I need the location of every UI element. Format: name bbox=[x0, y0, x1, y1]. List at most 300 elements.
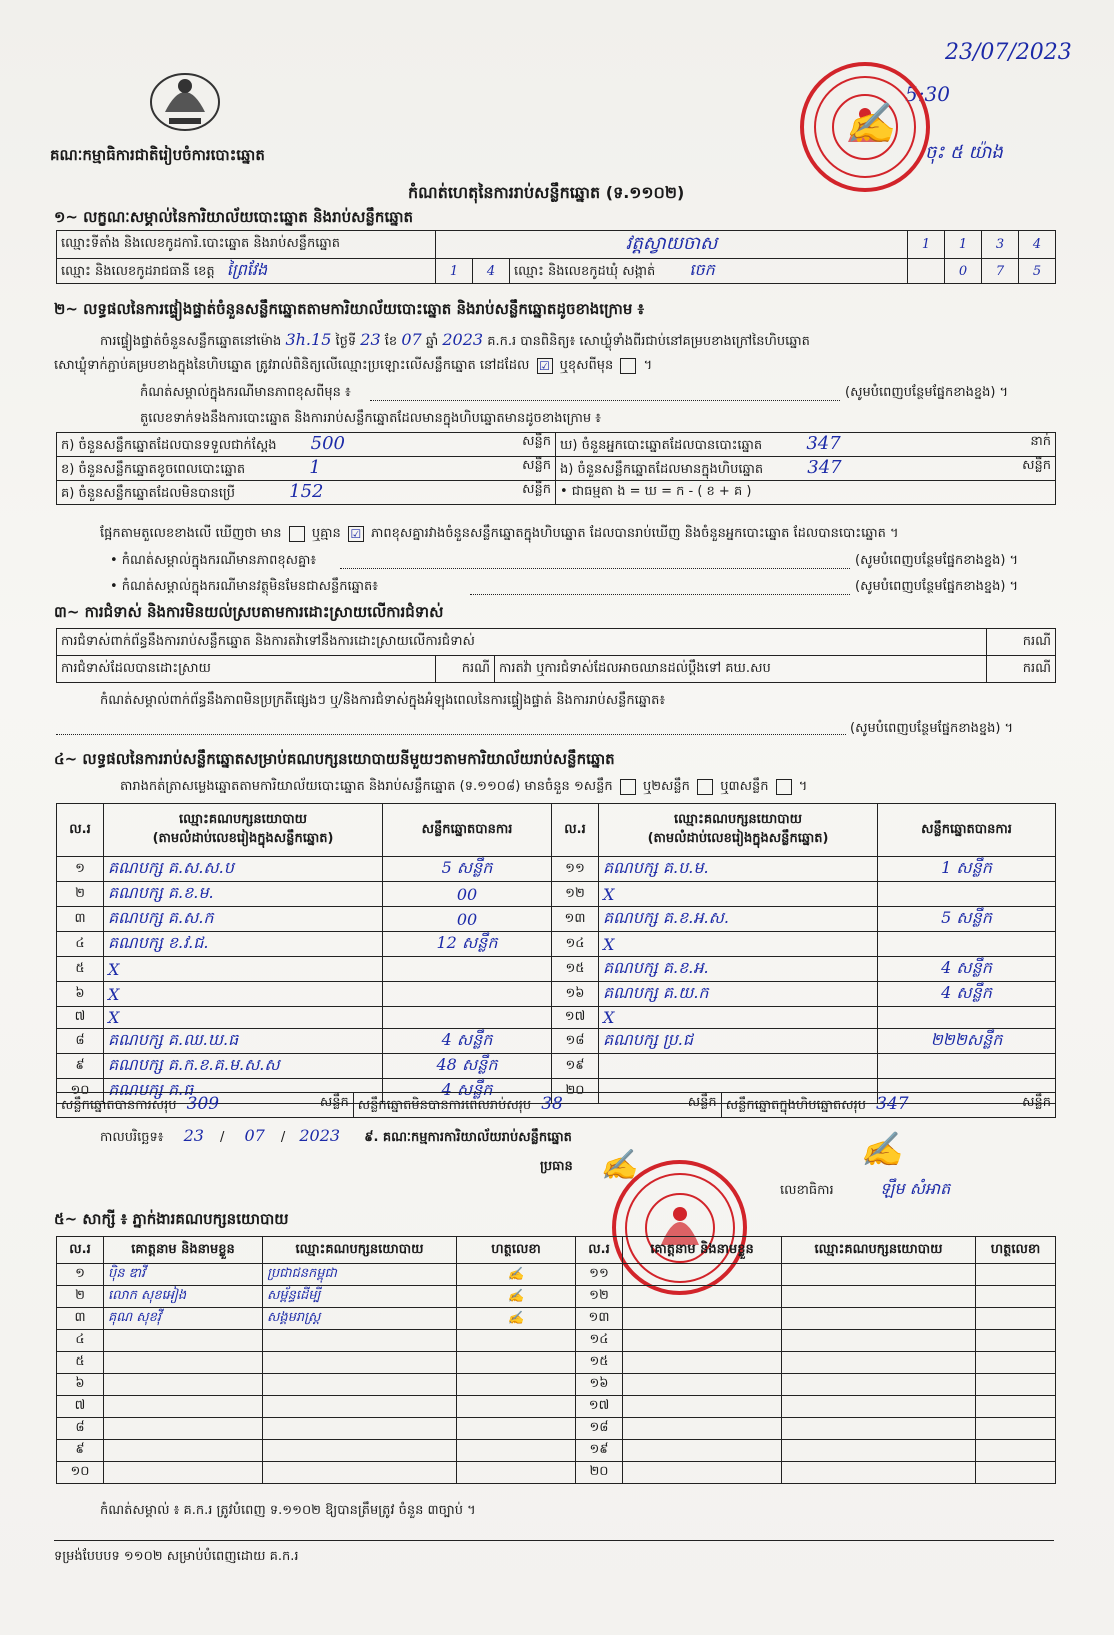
fig-kh-label: ខ) ចំនួនសន្លឹកឆ្នោតខូចពេលបោះឆ្នោត bbox=[61, 462, 246, 477]
irregularity-note: កំណត់សម្គាល់ពាក់ព័ន្ធនឹងភាពមិនប្រក្រតីផ្សេងៗ ឬ/និងការជំទាស់ក្នុងអំឡុងពេលនៃការផ្ទៀងផ្ទាត់ និងការរាប់សន្លឹកឆ្នោត៖ bbox=[100, 693, 666, 708]
verify-month: 07 bbox=[401, 330, 422, 349]
verify-month-label: ខែ bbox=[384, 334, 398, 349]
total-box-cell bbox=[721, 1093, 1055, 1118]
result-no-left: ៥ bbox=[57, 957, 104, 982]
witness-sign-right bbox=[976, 1396, 1056, 1418]
witness-party-right bbox=[782, 1374, 976, 1396]
witness-name-right bbox=[623, 1396, 782, 1418]
witness-name-right bbox=[623, 1308, 782, 1330]
note-object-line bbox=[470, 594, 850, 595]
witness-row bbox=[57, 1374, 1056, 1396]
handwritten-time: 5:30 bbox=[905, 82, 950, 106]
witness-name-left: ប៉ិន ឌាវី bbox=[104, 1264, 263, 1286]
compare-text: ផ្អែកតាមតួលេខខាងលើ ឃើញថា មាន bbox=[100, 526, 282, 541]
secretary-label: លេខាធិការ bbox=[780, 1183, 834, 1198]
witness-name-left: លោក សុខអៀង bbox=[104, 1286, 263, 1308]
witness-party-right bbox=[782, 1462, 976, 1484]
three-sheet-checkbox[interactable] bbox=[776, 779, 792, 795]
witness-name-left bbox=[104, 1374, 263, 1396]
section2-title: ២~ លទ្ធផលនៃការផ្ទៀងផ្ទាត់ចំនួនសន្លឹកឆ្នោតតាមការិយាល័យបោះឆ្នោត និងរាប់សន្លឹកឆ្នោតដូចខាងក្រោម ៖ bbox=[54, 300, 645, 318]
total-valid: 309 bbox=[186, 1094, 220, 1114]
result-no-right: ២០ bbox=[552, 1079, 599, 1104]
fig-gh-value: 347 bbox=[806, 433, 841, 454]
witness-sign-left bbox=[457, 1418, 576, 1440]
location-value: វត្តស្វាយចាស bbox=[436, 231, 908, 259]
result-party-left: X bbox=[104, 1007, 383, 1029]
fill-note-3: (សូមបំពេញបន្ថែមផ្នែកខាងខ្នង) ។ bbox=[855, 579, 1019, 594]
no-diff-checkbox[interactable]: ☑ bbox=[348, 526, 364, 542]
total-invalid-label: សន្លឹកឆ្នោតមិនបានការពេលរាប់សរុប bbox=[357, 1098, 532, 1113]
w-col-sign-right: ហត្ថលេខា bbox=[976, 1237, 1056, 1264]
emblem-icon bbox=[145, 62, 225, 134]
fig-g-unit: សន្លឹក bbox=[522, 482, 551, 497]
no-diff-label: ឬគ្មាន bbox=[311, 526, 341, 541]
stamp-signature: ✍ bbox=[845, 101, 895, 147]
compare-text-2: ភាពខុសគ្នារវាងចំនួនសន្លឹកឆ្នោតក្នុងហិបឆ្នោត ដែលបានរាប់ឃើញ និងចំនួនអ្នកបោះឆ្នោត ដែលបានបោះឆ្នោត ។ bbox=[371, 526, 899, 541]
note-diff-line bbox=[370, 400, 840, 401]
handwritten-date: 23/07/2023 bbox=[945, 40, 1072, 65]
witness-sign-right bbox=[976, 1286, 1056, 1308]
figures-table bbox=[56, 432, 1056, 505]
result-row bbox=[57, 882, 1056, 907]
fig-k-unit: សន្លឹក bbox=[522, 434, 551, 449]
witness-party-right bbox=[782, 1330, 976, 1352]
col-no-left: ល.រ bbox=[57, 804, 104, 857]
witness-no-left: ១ bbox=[57, 1264, 104, 1286]
result-row bbox=[57, 857, 1056, 882]
witness-no-right: ១៥ bbox=[576, 1352, 623, 1374]
verify-year-label: ឆ្នាំ bbox=[425, 334, 439, 349]
witness-no-left: ៣ bbox=[57, 1308, 104, 1330]
fig-g-label: គ) ចំនួនសន្លឹកឆ្នោតដែលមិនបានប្រើ bbox=[61, 486, 235, 501]
witness-name-right bbox=[623, 1418, 782, 1440]
result-party-right: គណបក្ស គ.ប.ម. bbox=[599, 857, 878, 882]
witness-party-right bbox=[782, 1352, 976, 1374]
witness-party-right bbox=[782, 1440, 976, 1462]
witness-row bbox=[57, 1330, 1056, 1352]
witness-name-left bbox=[104, 1396, 263, 1418]
witness-row bbox=[57, 1308, 1056, 1330]
result-no-left: ២ bbox=[57, 882, 104, 907]
w-col-no-right: ល.រ bbox=[576, 1237, 623, 1264]
witness-party-left bbox=[263, 1440, 457, 1462]
witness-sign-right bbox=[976, 1440, 1056, 1462]
date-year: 2023 bbox=[299, 1126, 341, 1145]
fig-g-cell bbox=[57, 481, 556, 505]
w-col-sign-left: ហត្ថលេខា bbox=[457, 1237, 576, 1264]
witness-row bbox=[57, 1440, 1056, 1462]
province-code-2: 4 bbox=[473, 259, 510, 284]
witness-name-right bbox=[623, 1330, 782, 1352]
result-no-right: ១២ bbox=[552, 882, 599, 907]
witness-party-left bbox=[263, 1374, 457, 1396]
objection-table bbox=[56, 628, 1056, 683]
col-party-right-sub: (តាមលំដាប់លេខរៀងក្នុងសន្លឹកឆ្នោត) bbox=[647, 831, 829, 846]
witness-no-right: ១៤ bbox=[576, 1330, 623, 1352]
witness-party-right bbox=[782, 1418, 976, 1440]
witness-row bbox=[57, 1352, 1056, 1374]
witness-sign-right bbox=[976, 1330, 1056, 1352]
location-label: ឈ្មោះទីតាំង និងលេខកូដការិ.បោះឆ្នោត និងរាប់សន្លឹកឆ្នោត bbox=[57, 231, 436, 259]
fig-formula: • ជាធម្មតា ង = ឃ = ក - ( ខ + គ ) bbox=[556, 481, 1056, 505]
result-votes-left: 12 សន្លឹក bbox=[383, 932, 552, 957]
objection-resolved: ការជំទាស់ដែលបានដោះស្រាយ bbox=[57, 656, 436, 683]
result-party-right: X bbox=[599, 882, 878, 907]
verify-day: 23 bbox=[360, 330, 381, 349]
witness-name-left bbox=[104, 1440, 263, 1462]
result-votes-right bbox=[878, 882, 1056, 907]
witness-party-right bbox=[782, 1396, 976, 1418]
total-invalid-cell bbox=[353, 1093, 721, 1118]
witness-no-left: ១០ bbox=[57, 1462, 104, 1484]
result-party-left: គណបក្ស គ.ស.ក bbox=[104, 907, 383, 932]
w-col-name-left: គោត្តនាម និងនាមខ្លួន bbox=[104, 1237, 263, 1264]
result-no-left: ៨ bbox=[57, 1029, 104, 1054]
results-table bbox=[56, 803, 1056, 1104]
result-votes-left: 5 សន្លឹក bbox=[383, 857, 552, 882]
result-votes-left bbox=[383, 982, 552, 1007]
witness-sign-right bbox=[976, 1462, 1056, 1484]
witness-sign-left: ✍ bbox=[457, 1264, 576, 1286]
witness-sign-left bbox=[457, 1374, 576, 1396]
result-party-left: គណបក្ស ខ.វ.ជ. bbox=[104, 932, 383, 957]
result-party-left: គណបក្ស គ.ខ.ម. bbox=[104, 882, 383, 907]
result-votes-left: 00 bbox=[383, 907, 552, 932]
witness-no-left: ៧ bbox=[57, 1396, 104, 1418]
section1-table bbox=[56, 230, 1056, 284]
witness-row bbox=[57, 1286, 1056, 1308]
result-votes-left: 00 bbox=[383, 882, 552, 907]
secretary-name: ឡឹម សំអាត bbox=[880, 1179, 951, 1198]
diff-label: ឬខុសពីមុន bbox=[559, 358, 614, 373]
fig-gh-cell bbox=[556, 433, 1056, 457]
result-votes-left: 48 សន្លឹក bbox=[383, 1054, 552, 1079]
witness-name-right bbox=[623, 1440, 782, 1462]
total-box: 347 bbox=[876, 1094, 909, 1114]
verify-time: 3h.15 bbox=[285, 330, 332, 349]
witness-sign-left bbox=[457, 1396, 576, 1418]
col-votes-right: សន្លឹកឆ្នោតបានការ bbox=[878, 804, 1056, 857]
fig-k-value: 500 bbox=[310, 433, 346, 454]
col-party-left-label: ឈ្មោះគណបក្សនយោបាយ bbox=[179, 812, 307, 827]
section3-title: ៣~ ការជំទាស់ និងការមិនយល់ស្របតាមការដោះស្រាយលើការជំទាស់ bbox=[54, 603, 444, 621]
note-object: • កំណត់សម្គាល់ក្នុងករណីមានវត្ថុមិនមែនជាសន្លឹកឆ្នោត៖ bbox=[110, 579, 378, 594]
witness-party-left bbox=[263, 1396, 457, 1418]
verify-line-2: សោឃ្លុំទាក់ភ្ជាប់គម្របខាងក្នុងនៃហិបឆ្នោត ត្រូវរាល់ពិនិត្យលើឈ្មោះប្រឡោះលើសន្លឹកឆ្នោត នៅដដែល ☑ ឬខុសពីមុន ។ bbox=[54, 358, 653, 373]
one-sheet-checkbox[interactable] bbox=[620, 779, 636, 795]
result-no-right: ១៨ bbox=[552, 1029, 599, 1054]
form-code-note: ទម្រង់បែបបទ ១១០២ សម្រាប់បំពេញដោយ គ.ក.រ bbox=[54, 1549, 299, 1564]
total-invalid-unit: សន្លឹក bbox=[687, 1095, 717, 1110]
same-checkbox[interactable]: ☑ bbox=[537, 358, 553, 374]
witness-name-left bbox=[104, 1330, 263, 1352]
result-votes-right: ២២២សន្លឹក bbox=[878, 1029, 1056, 1054]
witness-party-right bbox=[782, 1264, 976, 1286]
result-party-left: គណបក្ស គ.ក.ខ.គ.ម.ស.ស bbox=[104, 1054, 383, 1079]
witness-no-right: ១១ bbox=[576, 1264, 623, 1286]
location-code-1: 1 bbox=[908, 231, 945, 259]
witness-no-left: ៤ bbox=[57, 1330, 104, 1352]
diff-checkbox[interactable] bbox=[620, 358, 636, 374]
commune-cell bbox=[510, 259, 908, 284]
objection-case-2: ករណី bbox=[436, 656, 495, 683]
result-party-right: X bbox=[599, 932, 878, 957]
date-day: 23 bbox=[183, 1126, 204, 1145]
fill-note-1: (សូមបំពេញបន្ថែមផ្នែកខាងខ្នង) ។ bbox=[845, 385, 1009, 400]
total-box-label: សន្លឹកឆ្នោតក្នុងហិបឆ្នោតសរុប bbox=[725, 1098, 866, 1113]
witness-no-right: ១៦ bbox=[576, 1374, 623, 1396]
witness-no-left: ៨ bbox=[57, 1418, 104, 1440]
fig-ng-value: 347 bbox=[807, 457, 842, 478]
commune-code-3: 5 bbox=[1019, 259, 1056, 284]
result-no-right: ១៩ bbox=[552, 1054, 599, 1079]
witness-name-left bbox=[104, 1352, 263, 1374]
witness-row bbox=[57, 1396, 1056, 1418]
note-diff-2-line bbox=[340, 568, 850, 569]
objection-row1: ការជំទាស់ពាក់ព័ន្ធនឹងការរាប់សន្លឹកឆ្នោត និងការតវ៉ាទៅនឹងការដោះស្រាយលើការជំទាស់ bbox=[57, 629, 987, 656]
witness-party-left: ប្រជាជនកម្ពុជា bbox=[263, 1264, 457, 1286]
result-row bbox=[57, 982, 1056, 1007]
witness-no-right: ១៨ bbox=[576, 1418, 623, 1440]
fig-k-label: ក) ចំនួនសន្លឹកឆ្នោតដែលបានទទួលជាក់ស្ដែង bbox=[61, 438, 277, 453]
note-diff: កំណត់សម្គាល់ក្នុងករណីមានភាពខុសពីមុន ៖ bbox=[140, 385, 351, 400]
result-party-right: គណបក្ស គ.យ.ក bbox=[599, 982, 878, 1007]
committee-label: ៩. គណៈកម្មការការិយាល័យរាប់សន្លឹកឆ្នោត bbox=[364, 1130, 572, 1145]
witness-no-right: ១៩ bbox=[576, 1440, 623, 1462]
chair-label: ប្រធាន bbox=[540, 1159, 573, 1174]
org-name: គណៈកម្មាធិការជាតិរៀបចំការបោះឆ្នោត bbox=[50, 146, 265, 164]
witness-no-left: ៥ bbox=[57, 1352, 104, 1374]
result-votes-right: 5 សន្លឹក bbox=[878, 907, 1056, 932]
col-party-right bbox=[599, 804, 878, 857]
witness-name-right bbox=[623, 1374, 782, 1396]
result-party-left: គណបក្ស គ.ឈ.ឃ.ធ bbox=[104, 1029, 383, 1054]
witness-no-left: ៩ bbox=[57, 1440, 104, 1462]
result-no-left: ៦ bbox=[57, 982, 104, 1007]
irregularity-line bbox=[56, 734, 846, 735]
col-party-left-sub: (តាមលំដាប់លេខរៀងក្នុងសន្លឹកឆ្នោត) bbox=[152, 831, 334, 846]
province-label: ឈ្មោះ និងលេខកូដរាជធានី ខេត្ត bbox=[61, 264, 215, 279]
figures-intro: តួលេខទាក់ទងនឹងការបោះឆ្នោត និងការរាប់សន្លឹកឆ្នោតដែលមានក្នុងហិបឆ្នោតមានដូចខាងក្រោម ៖ bbox=[140, 411, 601, 426]
result-votes-right bbox=[878, 1054, 1056, 1079]
fig-gh-unit: នាក់ bbox=[1030, 434, 1051, 449]
section4-title: ៤~ លទ្ធផលនៃការរាប់សន្លឹកឆ្នោតសម្រាប់គណបក្សនយោបាយនីមួយៗតាមការិយាល័យរាប់សន្លឹកឆ្នោត bbox=[54, 750, 615, 768]
fig-ng-label: ង) ចំនួនសន្លឹកឆ្នោតដែលមានក្នុងហិបឆ្នោត bbox=[560, 462, 764, 477]
objection-case-1: ករណី bbox=[987, 629, 1056, 656]
result-votes-right bbox=[878, 1007, 1056, 1029]
w-col-name-right: គោត្តនាម និងនាមខ្លួន bbox=[623, 1237, 782, 1264]
witness-sign-left bbox=[457, 1462, 576, 1484]
witness-sign-left bbox=[457, 1330, 576, 1352]
witness-no-right: ១៧ bbox=[576, 1396, 623, 1418]
witness-party-left: សង្គមរាស្រ្ត bbox=[263, 1308, 457, 1330]
compare-line bbox=[100, 525, 899, 544]
witness-party-right bbox=[782, 1308, 976, 1330]
result-votes-right: 1 សន្លឹក bbox=[878, 857, 1056, 882]
location-code-4: 4 bbox=[1019, 231, 1056, 259]
province-cell bbox=[57, 259, 436, 284]
col-no-right: ល.រ bbox=[552, 804, 599, 857]
result-no-left: ១ bbox=[57, 857, 104, 882]
witness-no-left: ២ bbox=[57, 1286, 104, 1308]
verify-text-2: សោឃ្លុំទាក់ភ្ជាប់គម្របខាងក្នុងនៃហិបឆ្នោត ត្រូវរាល់ពិនិត្យលើឈ្មោះប្រឡោះលើសន្លឹកឆ្នោត នៅដដែល bbox=[54, 358, 530, 373]
bottom-rule bbox=[54, 1540, 1054, 1541]
result-party-left: X bbox=[104, 982, 383, 1007]
witness-name-left bbox=[104, 1418, 263, 1440]
result-no-left: ៣ bbox=[57, 907, 104, 932]
result-no-right: ១៥ bbox=[552, 957, 599, 982]
result-row bbox=[57, 1007, 1056, 1029]
has-diff-checkbox[interactable] bbox=[289, 526, 305, 542]
tally-sheet-line: តារាងកត់ត្រាសម្លេងឆ្នោតតាមការិយាល័យបោះឆ្នោត និងរាប់សន្លឹកឆ្នោត (ទ.១១០៨) មានចំនួន ១សន្លឹក ឬ២សន្លឹក ឬ៣សន្លឹក ។ bbox=[120, 779, 808, 794]
witness-name-left: គុណ សុខវ៉ី bbox=[104, 1308, 263, 1330]
w-col-party-left: ឈ្មោះគណបក្សនយោបាយ bbox=[263, 1237, 457, 1264]
result-no-right: ១១ bbox=[552, 857, 599, 882]
result-party-right: គណបក្ស គ.ខ.អ. bbox=[599, 957, 878, 982]
witness-table bbox=[56, 1236, 1056, 1484]
witness-sign-left bbox=[457, 1352, 576, 1374]
date-label: កាលបរិច្ឆេទ៖ bbox=[100, 1130, 164, 1145]
witness-sign-right bbox=[976, 1352, 1056, 1374]
objection-appeal: ការតវ៉ា ឬការជំទាស់ដែលអាចឈានដល់ប្ដឹងទៅ គឃ.សប bbox=[495, 656, 987, 683]
section1-title: ១~ លក្ខណៈសម្គាល់នៃការិយាល័យបោះឆ្នោត និងរាប់សន្លឹកឆ្នោត bbox=[54, 208, 414, 226]
fig-kh-unit: សន្លឹក bbox=[522, 458, 551, 473]
fig-kh-value: 1 bbox=[309, 457, 321, 478]
fig-ng-cell bbox=[556, 457, 1056, 481]
witness-party-right bbox=[782, 1286, 976, 1308]
fig-k-cell bbox=[57, 433, 556, 457]
chair-signature: ✍ bbox=[600, 1148, 638, 1183]
secretary-signature: ✍ bbox=[860, 1130, 903, 1170]
witness-sign-right bbox=[976, 1264, 1056, 1286]
witness-party-left bbox=[263, 1418, 457, 1440]
witness-no-left: ៦ bbox=[57, 1374, 104, 1396]
witness-no-right: ២០ bbox=[576, 1462, 623, 1484]
date-line: កាលបរិច្ឆេទ៖ 23 / 07 / 2023 ៩. គណៈកម្មការការិយាល័យរាប់សន្លឹកឆ្នោត bbox=[100, 1126, 572, 1145]
witness-row bbox=[57, 1418, 1056, 1440]
witness-no-right: ១២ bbox=[576, 1286, 623, 1308]
witness-name-left bbox=[104, 1462, 263, 1484]
witness-sign-left bbox=[457, 1440, 576, 1462]
col-party-left bbox=[104, 804, 383, 857]
totals-table bbox=[56, 1092, 1056, 1118]
verify-day-label: ថ្ងៃទី bbox=[335, 334, 357, 349]
total-valid-unit: សន្លឹក bbox=[319, 1095, 349, 1110]
result-row bbox=[57, 957, 1056, 982]
result-votes-left: 4 សន្លឹក bbox=[383, 1029, 552, 1054]
result-no-left: ១០ bbox=[57, 1079, 104, 1104]
fig-gh-label: ឃ) ចំនួនអ្នកបោះឆ្នោតដែលបានបោះឆ្នោត bbox=[560, 438, 763, 453]
total-box-unit: សន្លឹក bbox=[1022, 1095, 1051, 1110]
commune-code-1: 0 bbox=[945, 259, 982, 284]
fig-ng-unit: សន្លឹក bbox=[1022, 458, 1051, 473]
result-votes-right: 4 សន្លឹក bbox=[878, 982, 1056, 1007]
witness-sign-left: ✍ bbox=[457, 1286, 576, 1308]
footnote: កំណត់សម្គាល់ ៖ គ.ក.រ ត្រូវបំពេញ ទ.១១០២ ឱ្យបានត្រឹមត្រូវ ចំនួន ៣ច្បាប់ ។ bbox=[100, 1503, 476, 1518]
tally-sub: តារាងកត់ត្រាសម្លេងឆ្នោតតាមការិយាល័យបោះឆ្នោត និងរាប់សន្លឹកឆ្នោត (ទ.១១០៨) មានចំនួន ១សន្លឹក bbox=[120, 779, 613, 794]
w-col-party-right: ឈ្មោះគណបក្សនយោបាយ bbox=[782, 1237, 976, 1264]
province-code-1: 1 bbox=[436, 259, 473, 284]
handwritten-note: ចុះ ៥ យ៉ាង bbox=[925, 142, 1003, 163]
section5-title: ៥~ សាក្សី ៖ ភ្នាក់ងារគណបក្សនយោបាយ bbox=[54, 1210, 289, 1228]
result-votes-left bbox=[383, 957, 552, 982]
result-party-right: X bbox=[599, 1007, 878, 1029]
result-votes-right: 4 សន្លឹក bbox=[878, 957, 1056, 982]
result-no-left: ៤ bbox=[57, 932, 104, 957]
result-party-right: គណបក្ស ប្រ.ជ bbox=[599, 1029, 878, 1054]
witness-name-right bbox=[623, 1286, 782, 1308]
witness-party-left bbox=[263, 1462, 457, 1484]
commune-code-blank bbox=[908, 259, 945, 284]
col-votes-left: សន្លឹកឆ្នោតបានការ bbox=[383, 804, 552, 857]
total-valid-label: សន្លឹកឆ្នោតបានការសរុប bbox=[61, 1098, 177, 1113]
result-no-right: ១៣ bbox=[552, 907, 599, 932]
result-party-left: គណបក្ស គ.ធ bbox=[104, 1079, 383, 1104]
verify-year: 2023 bbox=[442, 330, 484, 349]
commune-value: ចេក bbox=[689, 260, 715, 279]
result-no-right: ១៤ bbox=[552, 932, 599, 957]
fill-note-2: (សូមបំពេញបន្ថែមផ្នែកខាងខ្នង) ។ bbox=[855, 553, 1019, 568]
fig-kh-cell bbox=[57, 457, 556, 481]
witness-party-left bbox=[263, 1352, 457, 1374]
witness-name-right bbox=[623, 1264, 782, 1286]
total-invalid: 38 bbox=[541, 1094, 563, 1114]
witness-sign-right bbox=[976, 1418, 1056, 1440]
result-no-left: ៩ bbox=[57, 1054, 104, 1079]
result-no-right: ១៦ bbox=[552, 982, 599, 1007]
note-diff-2: • កំណត់សម្គាល់ក្នុងករណីមានភាពខុសគ្នា៖ bbox=[110, 553, 317, 568]
witness-party-left bbox=[263, 1330, 457, 1352]
two-sheet-checkbox[interactable] bbox=[697, 779, 713, 795]
province-value: ព្រៃវែង bbox=[226, 260, 268, 279]
verify-line-1 bbox=[100, 330, 1060, 352]
witness-name-right bbox=[623, 1352, 782, 1374]
two-sheet-label: ឬ២សន្លឹក bbox=[642, 779, 690, 794]
form-title: កំណត់ហេតុនៃការរាប់សន្លឹកឆ្នោត (ទ.១១០២) bbox=[408, 183, 685, 202]
fig-g-value: 152 bbox=[289, 481, 324, 502]
objection-case-3: ករណី bbox=[987, 656, 1056, 683]
witness-row bbox=[57, 1462, 1056, 1484]
total-valid-cell bbox=[57, 1093, 354, 1118]
result-no-left: ៧ bbox=[57, 1007, 104, 1029]
witness-sign-right bbox=[976, 1374, 1056, 1396]
result-party-left: គណបក្ស គ.ស.ស.ប bbox=[104, 857, 383, 882]
witness-party-left: សម្ព័ន្ធដើម្បី bbox=[263, 1286, 457, 1308]
witness-sign-left: ✍ bbox=[457, 1308, 576, 1330]
result-votes-left: 4 សន្លឹក bbox=[383, 1079, 552, 1104]
result-row bbox=[57, 1054, 1056, 1079]
result-row bbox=[57, 907, 1056, 932]
w-col-no-left: ល.រ bbox=[57, 1237, 104, 1264]
witness-row bbox=[57, 1264, 1056, 1286]
witness-name-right bbox=[623, 1462, 782, 1484]
three-sheet-label: ឬ៣សន្លឹក bbox=[720, 779, 769, 794]
verify-text: គ.ក.រ បានពិនិត្យ៖ សោឃ្លុំទាំងពីរជាប់នៅគម្របខាងក្រៅនៃហិបឆ្នោត bbox=[487, 334, 810, 349]
verify-time-label: ការផ្ទៀងផ្ទាត់ចំនួនសន្លឹកឆ្នោតនៅម៉ោង bbox=[100, 334, 282, 349]
result-row bbox=[57, 932, 1056, 957]
fill-note-4: (សូមបំពេញបន្ថែមផ្នែកខាងខ្នង) ។ bbox=[850, 721, 1014, 736]
date-month: 07 bbox=[244, 1126, 265, 1145]
result-no-right: ១៧ bbox=[552, 1007, 599, 1029]
witness-sign-right bbox=[976, 1308, 1056, 1330]
result-row bbox=[57, 1029, 1056, 1054]
result-votes-left bbox=[383, 1007, 552, 1029]
commune-code-2: 7 bbox=[982, 259, 1019, 284]
result-party-right: គណបក្ស គ.ខ.អ.ស. bbox=[599, 907, 878, 932]
col-party-right-label: ឈ្មោះគណបក្សនយោបាយ bbox=[674, 812, 802, 827]
result-votes-right bbox=[878, 932, 1056, 957]
witness-no-right: ១៣ bbox=[576, 1308, 623, 1330]
